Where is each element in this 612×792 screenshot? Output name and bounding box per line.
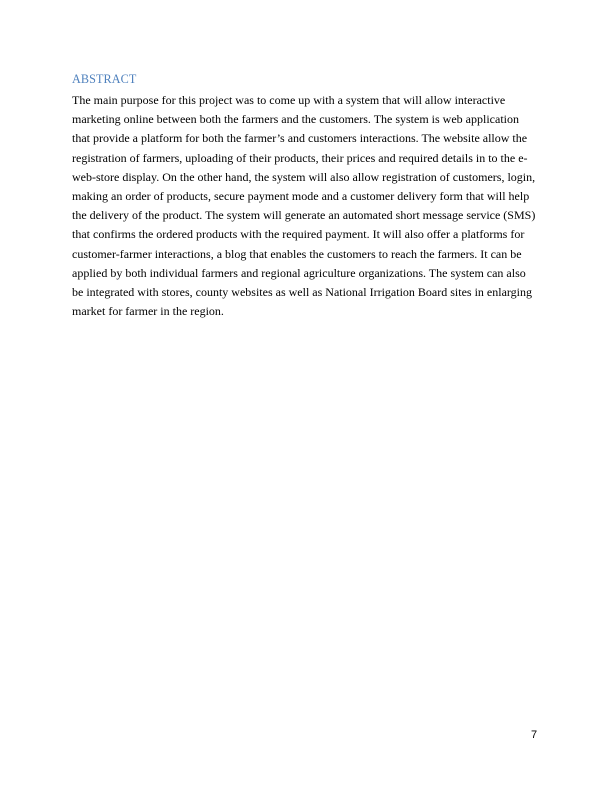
paragraph-line: web-store display. On the other hand, the system will also allow registration of customers, login, [72, 169, 536, 184]
abstract-paragraph [72, 91, 542, 321]
paragraph-line: registration of farmers, uploading of their products, their prices and required details in to the e- [72, 150, 528, 165]
paragraph-line: applied by both individual farmers and regional agriculture organizations. The system can also [72, 265, 526, 280]
paragraph-line: be integrated with stores, county websites as well as National Irrigation Board sites in enlarging [72, 284, 533, 299]
paragraph-line: that confirms the ordered products with the required payment. It will also offer a platforms for [72, 227, 525, 242]
paragraph-line: marketing online between both the farmers and the customers. The system is web application [72, 112, 519, 127]
abstract-heading: ABSTRACT [72, 72, 137, 86]
paragraph-line: making an order of products, secure payment mode and a customer delivery form that will help [72, 188, 530, 203]
paragraph-line: customer-farmer interactions, a blog that enables the customers to reach the farmers. It can be [72, 246, 522, 261]
paragraph-line: that provide a platform for both the farmer’s and customers interactions. The website allow the [72, 131, 528, 146]
paragraph-line: the delivery of the product. The system will generate an automated short message service (SMS) [72, 208, 536, 223]
page-number: 7 [531, 729, 538, 741]
paragraph-line: The main purpose for this project was to come up with a system that will allow interactive [72, 93, 506, 107]
paragraph-line: market for farmer in the region. [72, 304, 224, 319]
